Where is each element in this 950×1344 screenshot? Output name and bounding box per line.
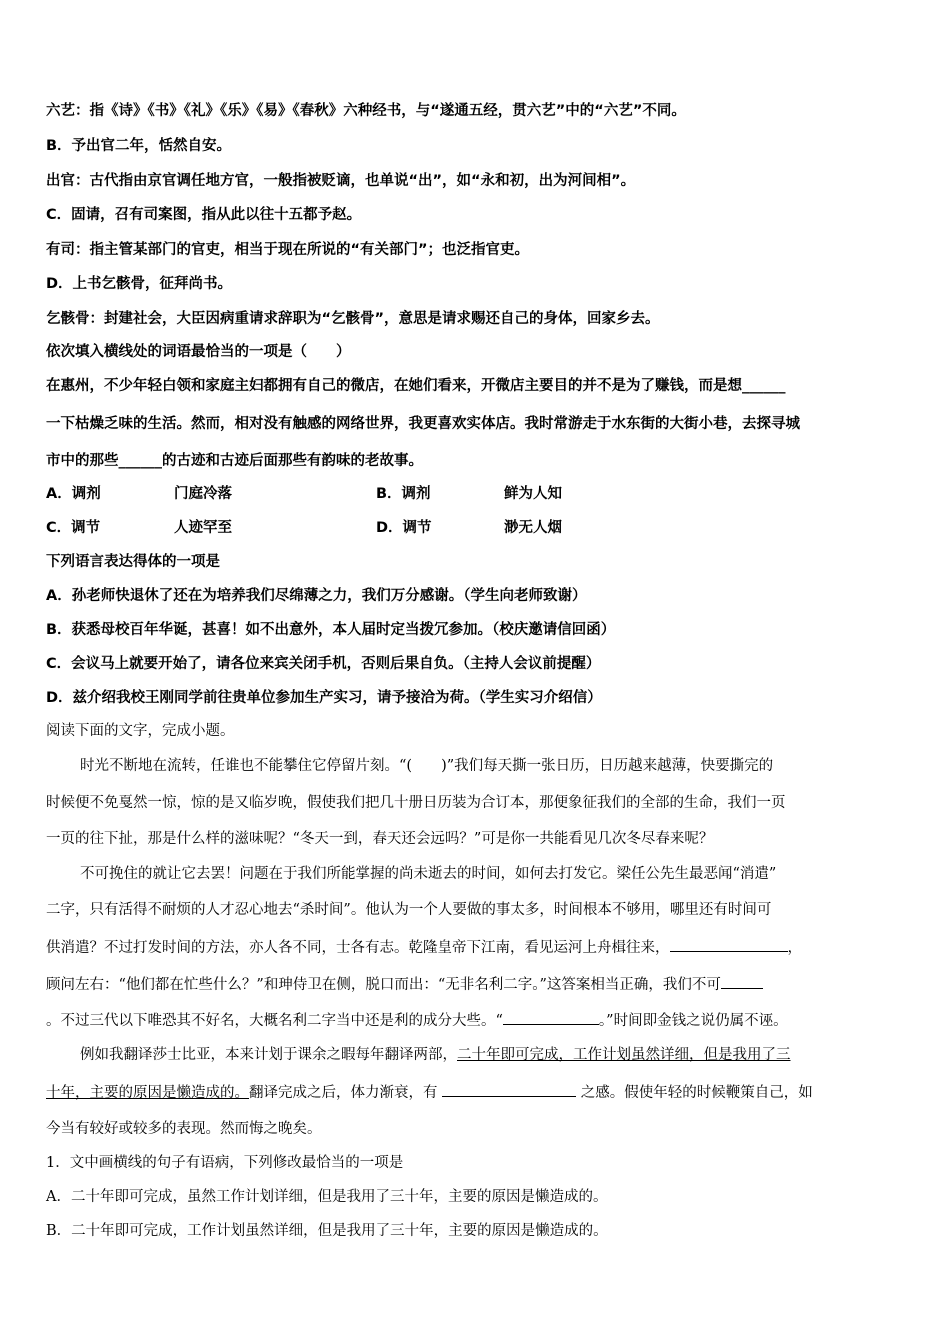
essay-text: 。”时间即金钱之说仍属不诬。 — [598, 1013, 788, 1029]
question-appropriate-expression: 下列语言表达得体的一项是 — [46, 554, 220, 570]
note-liuyi: 六艺：指《诗》《书》《礼》《乐》《易》《春秋》六种经书，与“遂通五经，贯六艺”中的“六艺”不同。 — [46, 103, 686, 119]
note-qihaigu: 乞骸骨：封建社会，大臣因病重请求辞职为“乞骸骨”，意思是请求赐还自己的身体，回家乡去。 — [46, 311, 660, 327]
blank-line — [721, 974, 763, 989]
passage-line: 在惠州，不少年轻白领和家庭主妇都拥有自己的微店，在她们看来，开微店主要目的并不是为了赚钱，而是想______ — [46, 378, 786, 394]
question-1: 1．文中画横线的句子有语病，下列修改最恰当的一项是 — [46, 1155, 404, 1171]
essay-line — [80, 1045, 791, 1065]
reading-instruction: 阅读下面的文字，完成小题。 — [46, 723, 235, 739]
choice-c-label: C．调节 — [46, 520, 101, 536]
question-fill-blank: 依次填入横线处的词语最恰当的一项是（ ） — [46, 344, 351, 360]
essay-line — [46, 1082, 813, 1103]
choice-b-label: B．调剂 — [376, 486, 431, 502]
choice-a-word: 门庭冷落 — [174, 486, 232, 502]
option-d-text: D．上书乞骸骨，征拜尚书。 — [46, 276, 233, 292]
blank-line — [503, 1010, 599, 1025]
essay-line: 时候便不免戛然一惊，惊的是又临岁晚，假使我们把几十册日历装为合订本，那便象征我们的全部的生命，我们一页 — [46, 795, 786, 811]
passage-line: 一下枯燥乏味的生活。然而，相对没有触感的网络世界，我更喜欢实体店。我时常游走于水东街的大街小巷，去探寻城 — [46, 416, 800, 432]
option-b-text: B．予出官二年，恬然自安。 — [46, 138, 232, 154]
essay-line: 不可挽住的就让它去罢！问题在于我们所能掌握的尚未逝去的时间，如何去打发它。梁任公先生最恶闻“消遣” — [80, 866, 777, 882]
question-1-choice-a: A．二十年即可完成，虽然工作计划详细，但是我用了三十年，主要的原因是懒造成的。 — [46, 1189, 608, 1205]
choice-c-word: 人迹罕至 — [174, 520, 232, 536]
blank-line — [442, 1082, 576, 1097]
essay-text: 翻译完成之后，体力渐衰，有 — [249, 1085, 438, 1101]
essay-line — [46, 1010, 788, 1031]
passage-line: 市中的那些______的古迹和古迹后面那些有韵味的老故事。 — [46, 453, 423, 469]
underlined-sentence: 十年，主要的原因是懒造成的。 — [46, 1085, 249, 1101]
choice-d-label: D．调节 — [376, 520, 432, 536]
choice-d: D．兹介绍我校王刚同学前往贵单位参加生产实习，请予接洽为荷。（学生实习介绍信） — [46, 690, 602, 706]
option-c-text: C．固请，召有司案图，指从此以往十五都予赵。 — [46, 207, 362, 223]
question-1-choice-b: B．二十年即可完成，工作计划虽然详细，但是我用了三十年，主要的原因是懒造成的。 — [46, 1223, 608, 1239]
essay-text: 例如我翻译莎士比亚，本来计划于课余之暇每年翻译两部， — [80, 1047, 457, 1063]
choice-b-word: 鲜为人知 — [504, 486, 562, 502]
choice-a-label: A．调剂 — [46, 486, 101, 502]
choice-c: C．会议马上就要开始了，请各位来宾关闭手机，否则后果自负。（主持人会议前提醒） — [46, 656, 601, 672]
choice-d-word: 渺无人烟 — [504, 520, 562, 536]
blank-line — [670, 937, 788, 952]
note-chuguan: 出官：古代指由京官调任地方官，一般指被贬谪，也单说“出”，如“永和初，出为河间相”。 — [46, 173, 636, 189]
choice-b: B．获悉母校百年华诞，甚喜！如不出意外，本人届时定当拨冗参加。（校庆邀请信回函） — [46, 622, 616, 638]
choice-a: A．孙老师快退休了还在为培养我们尽绵薄之力，我们万分感谢。（学生向老师致谢） — [46, 588, 587, 604]
essay-line — [46, 974, 763, 995]
essay-line: 二字，只有活得不耐烦的人才忍心地去“杀时间”。他认为一个人要做的事太多，时间根本不够用，哪里还有时间可 — [46, 902, 772, 918]
essay-line: 时光不断地在流转，任谁也不能攀住它停留片刻。“( )”我们每天撕一张日历，日历越来越薄，快要撕完的 — [80, 758, 774, 774]
essay-line: 一页的往下扯，那是什么样的滋味呢？“冬天一到，春天还会远吗？”可是你一共能看见几次冬尽春来呢？ — [46, 831, 714, 847]
essay-text: 。不过三代以下唯恐其不好名，大概名利二字当中还是利的成分大些。“ — [46, 1013, 503, 1029]
essay-text: ， — [787, 940, 802, 956]
essay-line: 今当有较好或较多的表现。然而悔之晚矣。 — [46, 1121, 322, 1137]
note-yousi: 有司：指主管某部门的官吏，相当于现在所说的“有关部门”；也泛指官吏。 — [46, 242, 530, 258]
underlined-sentence: 二十年即可完成，工作计划虽然详细，但是我用了三 — [457, 1047, 791, 1063]
essay-text: 之感。假使年轻的时候鞭策自己，如 — [580, 1085, 813, 1101]
essay-text: 供消遣？不过打发时间的方法，亦人各不同，士各有志。乾隆皇帝下江南，看见运河上舟楫往来， — [46, 940, 670, 956]
essay-text: 顾问左右：“他们都在忙些什么？”和珅侍卫在侧，脱口而出：“无非名利二字。”这答案相当正确，我们不可 — [46, 977, 721, 993]
essay-line — [46, 937, 802, 958]
